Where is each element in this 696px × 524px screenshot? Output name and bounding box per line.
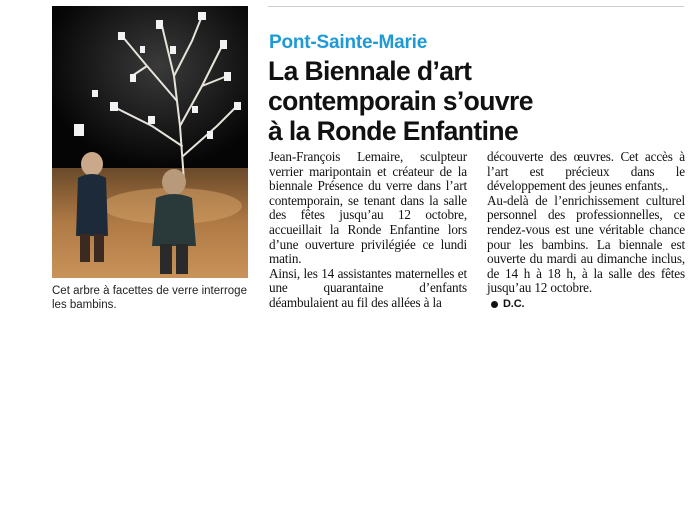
body-paragraph: Ainsi, les 14 assistantes maternelles et une quarantaine d’enfants déambulaient au fil des allées à la bbox=[269, 265, 467, 310]
body-column-1 bbox=[269, 150, 467, 311]
photo-caption: Cet arbre à facettes de verre interroge les bambins. bbox=[52, 285, 247, 311]
article-photo bbox=[52, 6, 248, 278]
top-rule bbox=[268, 6, 684, 7]
body-column-2 bbox=[487, 150, 685, 312]
location-kicker: Pont-Sainte-Marie bbox=[269, 32, 428, 53]
headline-line-1: La Biennale d’art bbox=[268, 56, 472, 86]
headline-line-3: à la Ronde Enfantine bbox=[268, 116, 519, 146]
body-paragraph: Au-delà de l’enrichissement culturel personnel des professionnelles, ce rendez-vous est une véritable chance pour les bambins. La biennale est ouverte du mardi au dimanche inclus, de 14 h à 18 h, à la salle des fêtes jusqu’au 12 octobre. bbox=[487, 192, 685, 296]
body-paragraph: Jean-François Lemaire, sculpteur verrier maripontain et créateur de la biennale Présence du verre dans l’art contemporain, se tenant dans la salle des fêtes jusqu’au 12 octobre, accueillait la Ronde Enfantine lors d’une ouverture privilégiée ce lundi matin. bbox=[269, 149, 467, 267]
signature-text: D.C. bbox=[503, 297, 525, 310]
bullet-icon bbox=[491, 301, 498, 308]
body-paragraph: découverte des œuvres. Cet accès à l’art est précieux dans le développement des jeunes enfants,. bbox=[487, 149, 685, 194]
headline-line-2: contemporain s’ouvre bbox=[268, 86, 533, 116]
author-signature bbox=[487, 297, 685, 312]
article-headline bbox=[268, 56, 688, 146]
